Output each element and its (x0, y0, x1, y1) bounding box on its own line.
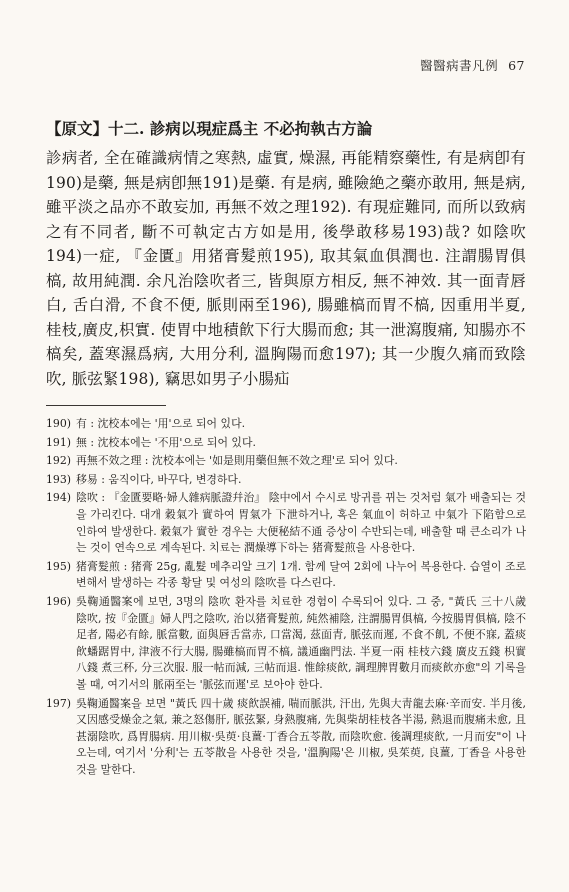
footnote-number: 193) (46, 472, 72, 486)
footnotes (46, 416, 526, 778)
footnote (46, 453, 526, 470)
footnote-text: 無 : 沈校本에는 '不用'으로 되어 있다. (76, 435, 256, 449)
footnote-number: 192) (46, 454, 72, 468)
footnote (46, 416, 526, 433)
page-number: 67 (508, 58, 525, 73)
footnote (46, 472, 526, 489)
footnote-number: 196) (46, 594, 72, 608)
footnote-text: 吳鞠通醫案에 보면, 3명의 陰吹 환자를 치료한 경험이 수록되어 있다. 그 중, "黃氏 三十八歲 陰吹, 按『金匱』婦人門之陰吹, 治以猪膏髮煎, 純然補陰, 注謂腸胃俱槁, 今按腸胃俱槁, 陰不足者, 陽必有餘, 脈當數, 面與唇舌當赤, 口當渴, 茲面青, 脈弦而遲, 不食不飢, 不便不寐, 蓋痰飮蟠踞胃中, 津液不行大腸, 腸雖槁而胃不槁, 議通幽門法. 半夏一兩 桂枝六錢 廣皮五錢 枳實八錢 煮三杯, 分三次服. 服一帖而減, 三帖而退. 惟餘痰飮, 調理脾胃數月而痰飮亦愈"의 기록을 볼 때, 여기서의 脈兩至는 '脈弦而遲'로 보아야 한다. (76, 594, 526, 691)
page-content (46, 118, 526, 780)
footnote-text: 陰吹 : 『金匱要略·婦人雜病脈證幷治』 陰中에서 수시로 방귀를 뀌는 것처럼 氣가 배출되는 것을 가리킨다. 대개 穀氣가 實하여 胃氣가 下泄하거나, 혹은 氣血이 허하고 中氣가 下陷함으로 인하여 발생한다. 穀氣가 實한 경우는 大便秘結不通 증상이 수반되는데, 배출할 때 큰소리가 나는 것이 연속으로 계속된다. 치료는 潤燥導下하는 猪膏髮煎을 사용한다. (76, 491, 526, 555)
running-header (420, 56, 525, 74)
section-title: 【原文】十二. 診病以現症爲主 不必拘執古方論 (46, 119, 373, 138)
footnote (46, 490, 526, 556)
footnote-text: 移易 : 움직이다, 바꾸다, 변경하다. (76, 472, 242, 486)
footnote (46, 559, 526, 592)
footnote-number: 195) (46, 559, 72, 573)
original-text-body: 診病者, 全在確識病情之寒熱, 虛實, 燥濕, 再能精察藥性, 有是病卽有190)是藥, 無是病卽無191)是藥. 有是病, 雖險絶之藥亦敢用, 無是病, 雖平淡之品亦不敢妄加, 再無不效之理192). 有現症難同, 而所以致病之有不同者, 斷不可執定古方如是用, 後學敢移易193)哉? 如陰吹194)一症, 『金匱』用猪膏髮煎195), 取其氣血俱潤也. 注謂腸胃俱槁, 故用純潤. 余凡治陰吹者三, 皆與原方相反, 無不神效. 其一面青唇白, 舌白滑, 不食不便, 脈則兩至196), 腸雖槁而胃不槁, 因重用半夏,桂枝,廣皮,枳實. 使胃中地積飮下行大腸而愈; 其一泄瀉腹痛, 知腸亦不槁矣, 蓋寒濕爲病, 大用分利, 溫胸陽而愈197); 其一少腹久痛而致陰吹, 脈弦緊198), 竊思如男子小腸疝 (46, 149, 526, 388)
footnote-text: 再無不效之理 : 沈校本에는 '如是則用藥但無不效之理'로 되어 있다. (76, 454, 398, 468)
footnote-number: 197) (46, 696, 72, 710)
footnote-text: 有 : 沈校本에는 '用'으로 되어 있다. (76, 417, 246, 430)
header-title: 醫醫病書凡例 (420, 58, 499, 73)
footnote-number: 194) (46, 491, 72, 505)
footnote-text: 吳鞠通醫案을 보면 "黃氏 四十歲 痰飮誤補, 喘而脈洪, 汗出, 先與大靑龍去麻·辛而安. 半月後, 又因感受燥金之氣, 兼之怒傷肝, 脈弦緊, 身熱腹痛, 先與柴胡桂枝各半湯, 熱退而腹痛未愈, 且甚溺陰吹, 爲胃腸病. 用川椒·吳萸·良薑·丁香合五苓散, 而陰吹愈. 後調理痰飮, 一月而安"이 나오는데, 여기서 '分利'는 五苓散을 사용한 것을, '溫胸陽'은 川椒, 吳茱萸, 良薑, 丁香을 사용한 것을 말한다. (76, 696, 526, 776)
footnote (46, 435, 526, 452)
footnote (46, 594, 526, 694)
footnote-number: 190) (46, 417, 72, 430)
footnote-text: 猪膏髮煎 : 猪膏 25g, 亂髮 메추리알 크기 1개. 함께 달여 2회에 나누어 복용한다. 습열이 조로 변해서 발생하는 각종 황달 및 여성의 陰吹를 다스린다. (76, 559, 526, 590)
footnote-number: 191) (46, 435, 72, 449)
footnote (46, 696, 526, 779)
footnote-divider (46, 405, 166, 406)
